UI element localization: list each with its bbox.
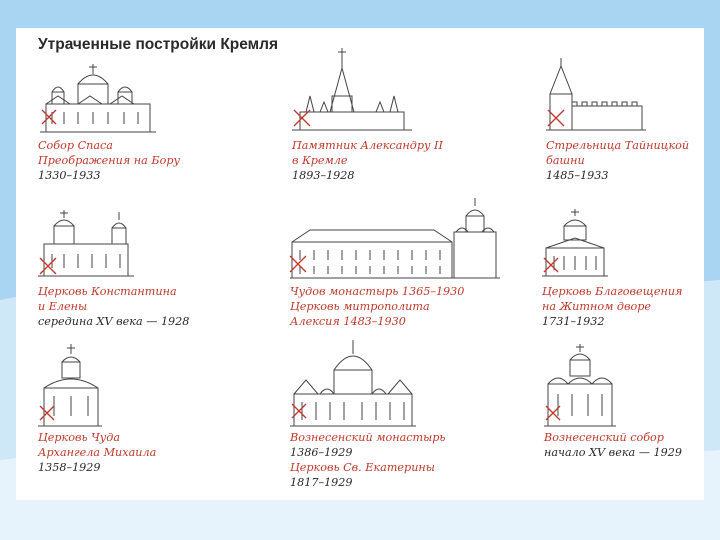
item-name-line: Архангела Михаила [38, 446, 157, 459]
item-name-line: Вознесенский монастырь [290, 431, 446, 444]
item-caption [38, 430, 156, 475]
item-name-line: башни [546, 154, 585, 167]
item-name-line: Чудов монастырь 1365–1930 [290, 285, 465, 298]
item-dates: 1893–1928 [292, 169, 355, 182]
slide-title: Утраченные постройки Кремля [38, 36, 279, 53]
item-caption [290, 284, 464, 329]
church-icon [38, 344, 108, 428]
item-name-line: Вознесенский собор [544, 431, 664, 444]
item-dates: Алексия 1483–1930 [290, 315, 406, 328]
cathedral-icon [38, 62, 158, 134]
item-name-line: Стрельница Тайницкой [546, 139, 690, 152]
item-caption [544, 430, 682, 460]
item-caption [542, 284, 682, 329]
item-dates: начало XV века — 1929 [544, 446, 682, 459]
item-name-line: Собор Спаса [38, 139, 113, 152]
item-dates: середина XV века — 1928 [38, 315, 190, 328]
monastery-icon [290, 340, 420, 428]
item-dates: 1731–1932 [542, 315, 605, 328]
item-dates: 1817–1929 [290, 476, 353, 489]
church-icon [38, 208, 138, 278]
item-dates: 1330–1933 [38, 169, 101, 182]
item-name-line: и Елены [38, 300, 88, 313]
monument-icon [292, 46, 412, 132]
item-name-line: Церковь Св. Екатерины [290, 461, 435, 474]
item-name-line: Церковь Благовещения [542, 285, 683, 298]
item-caption [292, 138, 443, 183]
item-dates: 1485–1933 [546, 169, 609, 182]
item-caption [38, 138, 180, 183]
church-icon [542, 208, 612, 278]
item-name-line: 1386–1929 [290, 446, 353, 459]
item-name-line: в Кремле [292, 154, 348, 167]
item-name-line: на Житном дворе [542, 300, 652, 313]
item-name-line: Церковь митрополита [290, 300, 430, 313]
monastery-icon [290, 196, 500, 280]
cathedral-icon [544, 344, 618, 428]
item-caption [290, 430, 446, 490]
item-dates: 1358–1929 [38, 461, 101, 474]
item-name-line: Преображения на Бору [38, 154, 181, 167]
item-caption [546, 138, 689, 183]
item-name-line: Церковь Константина [38, 285, 177, 298]
item-caption [38, 284, 189, 329]
tower-icon [546, 56, 646, 132]
item-name-line: Памятник Александру II [292, 139, 443, 152]
item-name-line: Церковь Чуда [38, 431, 121, 444]
